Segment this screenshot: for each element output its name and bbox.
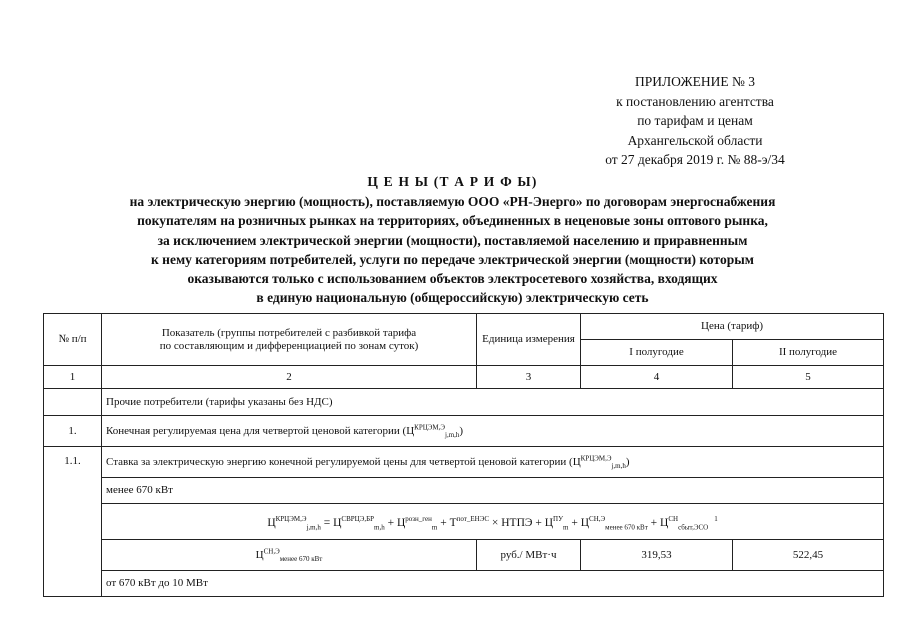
header-indicator-line: по составляющим и дифференциацией по зонам суток) xyxy=(159,339,419,352)
bracket: ) xyxy=(625,455,630,468)
formula-operator: = xyxy=(320,516,334,529)
header-half1: I полугодие xyxy=(581,340,733,366)
document-subtitle xyxy=(60,192,845,308)
empty-cell xyxy=(44,389,102,416)
formula-expression xyxy=(267,515,718,532)
formula-symbol: Ц xyxy=(660,516,669,529)
formula-operator: + xyxy=(384,516,397,529)
formula-operator: + xyxy=(647,516,661,529)
formula-symbol: Ц xyxy=(396,516,406,529)
formula-symbol: Ц xyxy=(544,516,554,529)
subtitle-line: на электрическую энергию (мощность), поставляемую ООО «РН-Энерго» по договорам энергоснабжения xyxy=(129,194,776,209)
appendix-ref-line: по тарифам и ценам xyxy=(637,113,753,128)
subscript: m,h xyxy=(374,523,385,532)
header-num: № п/п xyxy=(44,314,102,366)
subtitle-line: оказываются только с использованием объектов электросетевого хозяйства, входящих xyxy=(187,271,718,287)
superscript: ПУ xyxy=(553,515,564,524)
subtitle-line: в единую национальную (общероссийскую) электрическую сеть xyxy=(256,290,649,306)
header-half2: II полугодие xyxy=(733,340,884,366)
formula-operator: + xyxy=(437,516,450,529)
superscript: КРЦЭМ,Э xyxy=(414,422,446,431)
subscript: менее 670 кВт xyxy=(279,554,323,563)
subtitle-line: за исключением электрической энергии (мощности), поставляемой населению и приравненным xyxy=(157,232,748,248)
header-price: Цена (тариф) xyxy=(581,314,884,340)
value-label xyxy=(102,540,477,571)
subscript: m xyxy=(563,523,569,532)
subscript: менее 670 кВт xyxy=(605,523,648,532)
column-number: 4 xyxy=(581,366,733,389)
subscript: сбыт,ЭСО xyxy=(678,523,709,532)
column-number-row xyxy=(44,366,884,389)
row-number: 1.1. xyxy=(44,447,102,597)
header-unit: Единица измерения xyxy=(477,314,581,366)
subtitle-line: покупателям на розничных рынках на территориях, объединенных в неценовые зоны оптового рынка, xyxy=(137,213,768,229)
superscript: СВРЦЭ,БР xyxy=(341,515,374,524)
column-number: 2 xyxy=(102,366,477,389)
superscript: пот_ЕНЭС xyxy=(456,515,489,524)
subgroup-label: менее 670 кВт xyxy=(102,478,884,504)
section-label: Прочие потребители (тарифы указаны без НДС) xyxy=(102,389,884,416)
tariff-table xyxy=(43,313,884,597)
formula-symbol: Т xyxy=(449,516,457,529)
row-description-text: Ставка за электрическую энергию конечной регулируемой цены для четвертой ценовой категории (Ц xyxy=(106,455,581,468)
value-unit: руб./ МВт·ч xyxy=(477,540,581,571)
value-half2: 522,45 xyxy=(733,540,884,571)
subscript: j,m,h xyxy=(611,461,626,470)
header-row xyxy=(44,314,884,340)
superscript: СН,Э xyxy=(263,546,280,555)
value-half1: 319,53 xyxy=(581,540,733,571)
appendix-date-number: от 27 декабря 2019 г. № 88-э/34 xyxy=(605,152,785,167)
appendix-ref-line: к постановлению агентства xyxy=(616,93,774,109)
subscript: m xyxy=(431,523,438,532)
bracket: ) xyxy=(459,424,464,437)
appendix-ref-line: Архангельской области xyxy=(627,132,763,148)
superscript: розн_ген xyxy=(405,515,432,524)
formula-operator: × НТПЭ + xyxy=(489,516,545,529)
subscript: j,m,h xyxy=(306,523,321,532)
superscript: КРЦЭМ,Э xyxy=(275,515,307,524)
formula-symbol: Ц xyxy=(267,516,276,529)
table-row xyxy=(44,478,884,504)
table-row xyxy=(44,571,884,597)
table-row xyxy=(44,447,884,478)
table-row xyxy=(44,416,884,447)
table-row xyxy=(44,540,884,571)
table-row xyxy=(44,389,884,416)
header-indicator xyxy=(102,314,477,366)
superscript: КРЦЭМ,Э xyxy=(580,453,612,462)
row-description xyxy=(102,447,884,478)
row-description-text: Конечная регулируемая цена для четвертой ценовой категории (Ц xyxy=(106,424,415,437)
row-description xyxy=(102,416,884,447)
superscript: СН xyxy=(668,515,679,524)
column-number: 3 xyxy=(477,366,581,389)
formula-symbol: Ц xyxy=(580,516,590,529)
row-number: 1. xyxy=(44,416,102,447)
column-number: 1 xyxy=(44,366,102,389)
subscript: j,m,h xyxy=(445,430,460,439)
formula-operator: + xyxy=(568,516,581,529)
document-title: Ц Е Н Ы (Т А Р И Ф Ы) xyxy=(367,174,538,189)
formula-symbol: Ц xyxy=(333,516,342,529)
superscript: СН,Э xyxy=(589,515,606,524)
appendix-header xyxy=(560,72,830,170)
formula-row xyxy=(44,504,884,540)
formula-symbol: Ц xyxy=(255,548,264,561)
subgroup-label: от 670 кВт до 10 МВт xyxy=(102,571,884,597)
header-indicator-line: Показатель (группы потребителей с разбивкой тарифа xyxy=(161,326,417,339)
footnote-mark: 1 xyxy=(714,515,718,524)
price-formula xyxy=(102,504,884,540)
column-number: 5 xyxy=(733,366,884,389)
appendix-label: ПРИЛОЖЕНИЕ № 3 xyxy=(634,74,756,89)
subtitle-line: к нему категориям потребителей, услуги по передаче электрической энергии (мощности) которым xyxy=(151,251,754,267)
